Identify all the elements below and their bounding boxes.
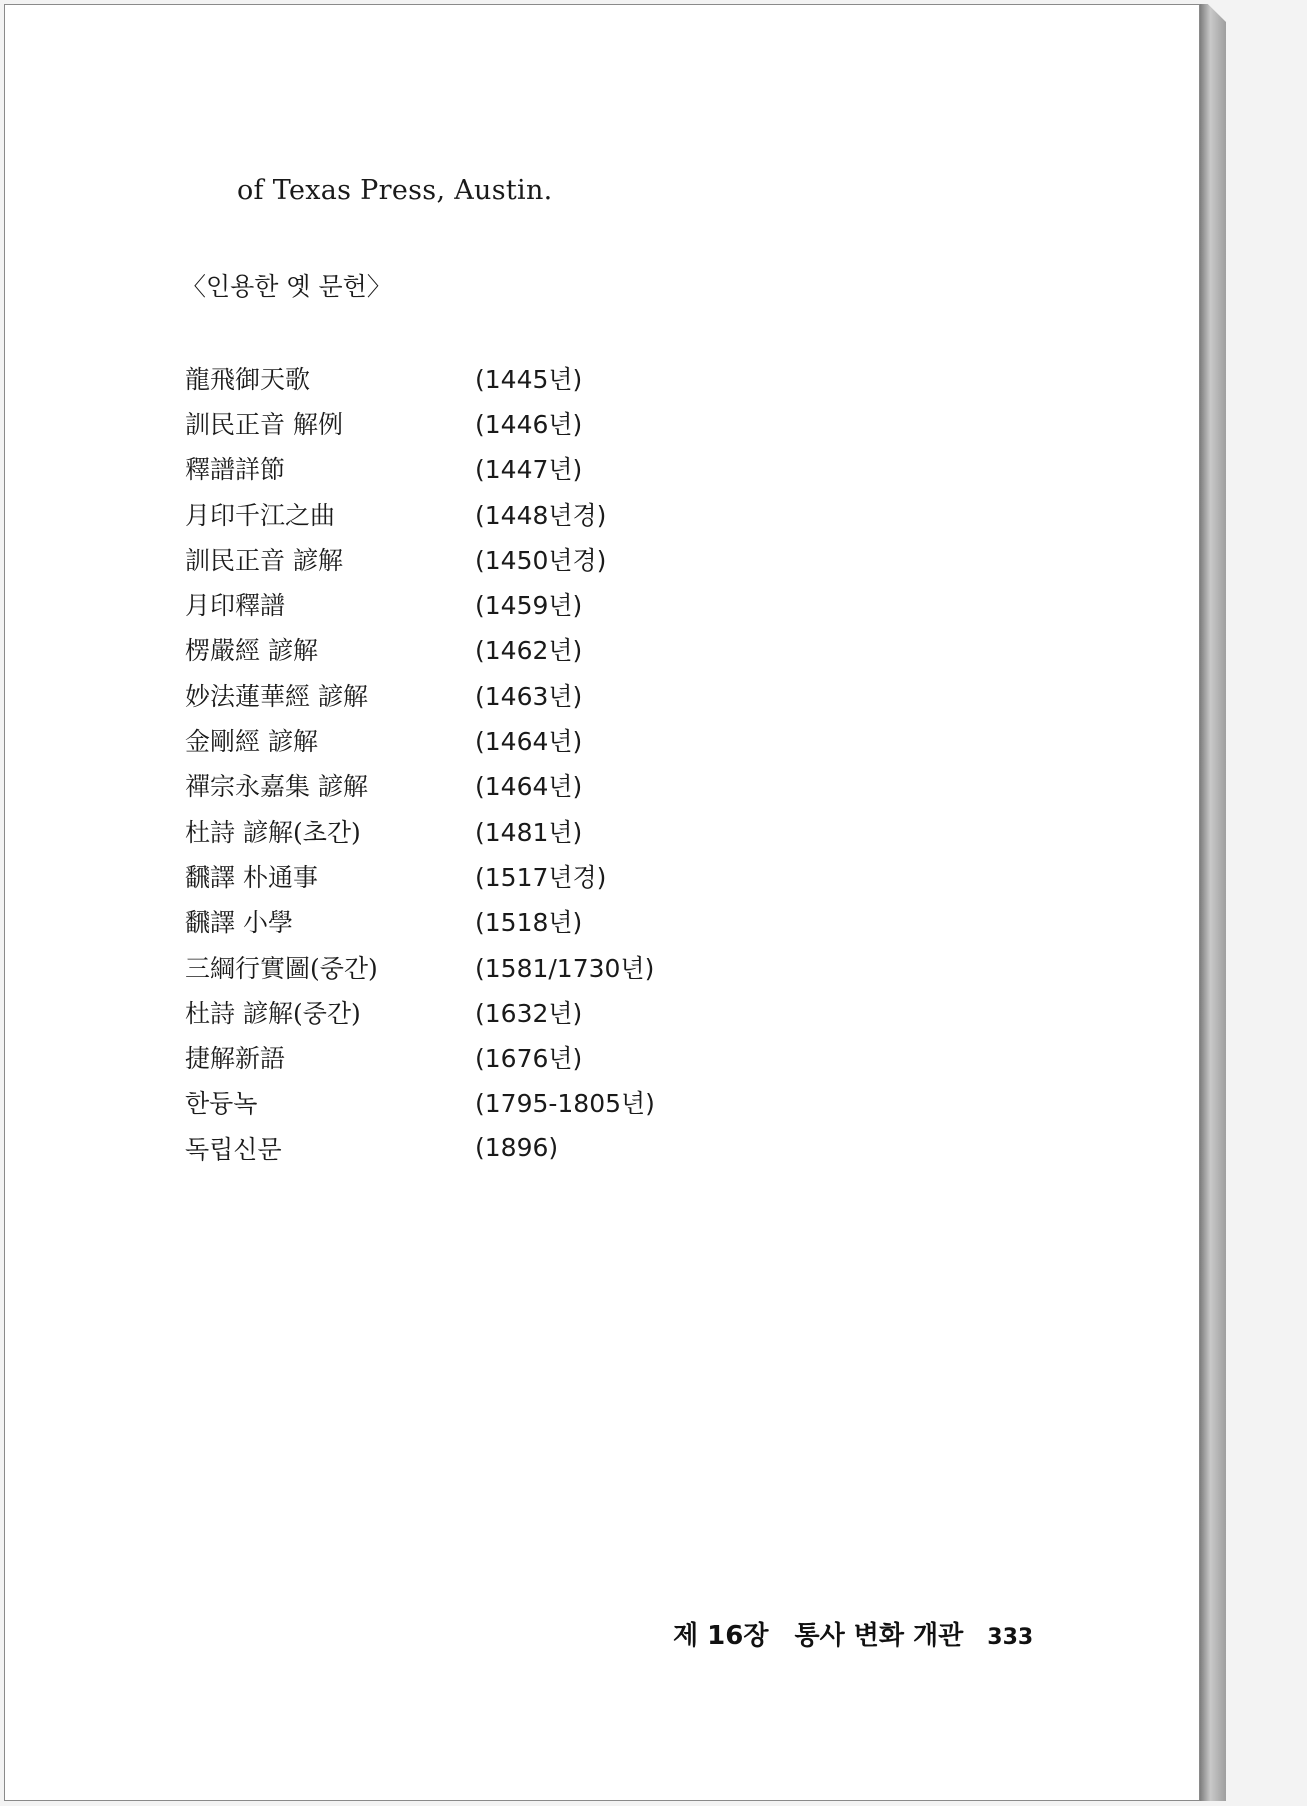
reference-item [185,1034,655,1079]
reference-item [185,717,655,762]
reference-item [185,808,655,853]
reference-item [185,446,655,491]
reference-item [185,944,655,989]
book-page [4,4,1200,1801]
reference-title: 독립신문 [185,1134,282,1164]
reference-title: 한듕녹 [185,1089,258,1119]
reference-item [185,989,655,1034]
reference-title: 訓民正音 諺解 [185,545,343,575]
reference-year: (1517년경) [475,862,607,892]
reference-year: (1481년) [475,817,583,847]
reference-item [185,899,655,944]
reference-year: (1632년) [475,998,583,1028]
reference-title: 金剛經 諺解 [185,727,318,757]
reference-item [185,1125,655,1170]
reference-year: (1464년) [475,772,583,802]
reference-year: (1446년) [475,409,583,439]
reference-title: 龍飛御天歌 [185,364,311,394]
reference-title: 捷解新語 [185,1044,286,1074]
reference-year: (1450년경) [475,545,607,575]
reference-year: (1896) [475,1133,559,1163]
reference-item [185,1080,655,1125]
reference-item [185,853,655,898]
reference-item [185,763,655,808]
reference-year: (1518년) [475,908,583,938]
reference-item [185,672,655,717]
reference-year: (1445년) [475,364,583,394]
page-edge-shadow [1200,4,1226,1801]
reference-title: 釋譜詳節 [185,455,286,485]
reference-year: (1448년경) [475,500,607,530]
reference-year: (1463년) [475,681,583,711]
reference-year: (1795-1805년) [475,1089,655,1119]
page-footer [673,1615,1033,1652]
reference-title: 訓民正音 解例 [185,409,343,439]
page-number: 333 [987,1625,1034,1650]
reference-item [185,355,655,400]
reference-title: 月印釋譜 [185,591,286,621]
reference-title: 月印千江之曲 [185,500,336,530]
reference-list [185,355,655,1170]
reference-title: 妙法蓮華經 諺解 [185,681,368,711]
reference-item [185,536,655,581]
reference-title: 楞嚴經 諺解 [185,636,318,666]
reference-year: (1459년) [475,591,583,621]
continuation-line: of Texas Press, Austin. [237,175,553,206]
reference-item [185,491,655,536]
reference-title: 禪宗永嘉集 諺解 [185,772,368,802]
reference-year: (1676년) [475,1044,583,1074]
reference-title: 杜詩 諺解(초간) [185,817,361,847]
reference-title: 飜譯 朴通事 [185,862,318,892]
footer-chapter: 제 16장 [673,1621,769,1651]
reference-year: (1462년) [475,636,583,666]
reference-year: (1464년) [475,727,583,757]
reference-item [185,627,655,672]
reference-title: 杜詩 諺解(중간) [185,998,361,1028]
footer-chapter-title: 통사 변화 개관 [794,1621,964,1651]
section-heading: 〈인용한 옛 문헌〉 [181,272,392,301]
reference-year: (1581/1730년) [475,953,655,983]
reference-item [185,581,655,626]
reference-year: (1447년) [475,455,583,485]
reference-title: 三綱行實圖(중간) [185,953,378,983]
reference-title: 飜譯 小學 [185,908,293,938]
reference-item [185,400,655,445]
